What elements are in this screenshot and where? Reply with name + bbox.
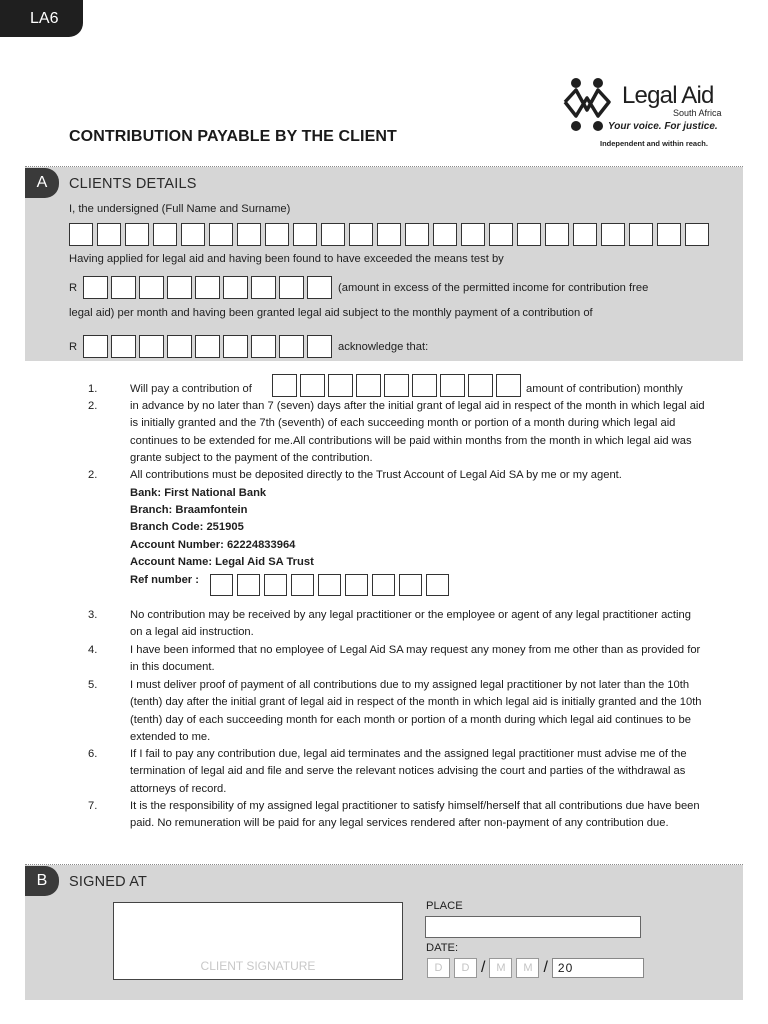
item-1-trail: amount of contribution) monthly (526, 383, 683, 395)
item-number: 2. (88, 400, 98, 412)
item-text: I must deliver proof of payment of all contributions due to my assigned legal practitioner by not later than the 10th (tenth) day after the initial grant of legal aid in respect of the month in which legal aid is initially granted and the 10th (tenth) day of each succeeding month for each month or portion of a month during which legal aid continues to be extended to me. (130, 679, 702, 743)
amount-digit-box[interactable] (384, 374, 409, 397)
item-number: 6. (88, 748, 98, 760)
excess-amount-boxes (83, 276, 335, 299)
amount-digit-box[interactable] (412, 374, 437, 397)
amount-digit-box[interactable] (307, 335, 332, 358)
place-label: PLACE (426, 900, 463, 912)
name-char-box[interactable] (657, 223, 681, 246)
item-text: No contribution may be received by any legal practitioner or the employee or agent of any legal practitioner acting on a legal aid instruction. (130, 609, 691, 639)
ref-char-box[interactable] (345, 574, 368, 596)
item-number: 1. (88, 383, 98, 395)
name-char-box[interactable] (517, 223, 541, 246)
amount-digit-box[interactable] (167, 276, 192, 299)
ref-char-box[interactable] (264, 574, 287, 596)
bank-branch: Branch: Braamfontein (130, 504, 248, 516)
signature-label: CLIENT SIGNATURE (200, 959, 316, 973)
name-char-box[interactable] (321, 223, 345, 246)
name-char-box[interactable] (97, 223, 121, 246)
name-char-box[interactable] (685, 223, 709, 246)
item-number: 5. (88, 679, 98, 691)
bank-branch-code: Branch Code: 251905 (130, 521, 244, 533)
bank-account-number: Account Number: 62224833964 (130, 539, 296, 551)
name-char-box[interactable] (153, 223, 177, 246)
date-month-cell[interactable]: M (516, 958, 539, 978)
name-char-box[interactable] (237, 223, 261, 246)
per-month-text: legal aid) per month and having been granted legal aid subject to the monthly payment of a contribution of (69, 307, 593, 319)
amount-digit-box[interactable] (167, 335, 192, 358)
name-char-box[interactable] (69, 223, 93, 246)
name-char-box[interactable] (265, 223, 289, 246)
currency-label: R (69, 282, 78, 294)
ref-char-box[interactable] (399, 574, 422, 596)
amount-digit-box[interactable] (195, 335, 220, 358)
section-a-title: CLIENTS DETAILS (69, 176, 197, 192)
amount-digit-box[interactable] (223, 276, 248, 299)
ref-char-box[interactable] (318, 574, 341, 596)
item-text: I have been informed that no employee of Legal Aid SA may request any money from me other than as provided for in this document. (130, 644, 701, 674)
monthly-contribution-boxes (272, 374, 524, 397)
ref-char-box[interactable] (237, 574, 260, 596)
name-char-box[interactable] (377, 223, 401, 246)
amount-digit-box[interactable] (195, 276, 220, 299)
amount-digit-box[interactable] (279, 276, 304, 299)
item-number: 7. (88, 800, 98, 812)
name-char-box[interactable] (433, 223, 457, 246)
means-test-text: Having applied for legal aid and having been found to have exceeded the means test by (69, 253, 504, 265)
date-day-cell[interactable]: D (427, 958, 450, 978)
place-input[interactable] (425, 916, 641, 938)
amount-digit-box[interactable] (328, 374, 353, 397)
item-number: 4. (88, 644, 98, 656)
section-b-title: SIGNED AT (69, 874, 148, 890)
bank-name: Bank: First National Bank (130, 487, 267, 499)
amount-digit-box[interactable] (111, 335, 136, 358)
amount-digit-box[interactable] (139, 276, 164, 299)
date-year-field[interactable]: 20 (552, 958, 644, 978)
item-text: It is the responsibility of my assigned legal practitioner to satisfy himself/herself that all contributions due have been paid. No remuneration will be paid for any legal services rendered after non-payment of any contribution due. (130, 800, 700, 830)
contribution-amount-boxes (83, 335, 335, 358)
logo-tagline-2: Independent and within reach. (600, 139, 708, 148)
amount-digit-box[interactable] (468, 374, 493, 397)
name-char-box[interactable] (601, 223, 625, 246)
amount-digit-box[interactable] (300, 374, 325, 397)
date-separator: / (481, 959, 486, 976)
name-char-box[interactable] (573, 223, 597, 246)
section-b-badge: B (25, 866, 59, 896)
client-signature-box[interactable] (113, 902, 403, 980)
amount-digit-box[interactable] (139, 335, 164, 358)
item-1-lead: Will pay a contribution of (130, 383, 252, 395)
name-char-box[interactable] (629, 223, 653, 246)
legal-aid-logo (562, 76, 732, 154)
date-label: DATE: (426, 942, 459, 954)
amount-excess-text: (amount in excess of the permitted income for contribution free (338, 282, 649, 294)
section-a-badge: A (25, 168, 59, 198)
amount-digit-box[interactable] (111, 276, 136, 299)
name-char-box[interactable] (405, 223, 429, 246)
ref-char-box[interactable] (372, 574, 395, 596)
date-fields (427, 958, 644, 978)
full-name-boxes (69, 223, 713, 246)
ref-char-box[interactable] (210, 574, 233, 596)
item-number: 2. (88, 469, 98, 481)
bank-account-name: Account Name: Legal Aid SA Trust (130, 556, 314, 568)
ref-char-box[interactable] (291, 574, 314, 596)
ref-char-box[interactable] (426, 574, 449, 596)
amount-digit-box[interactable] (251, 276, 276, 299)
name-char-box[interactable] (293, 223, 317, 246)
amount-digit-box[interactable] (251, 335, 276, 358)
name-char-box[interactable] (125, 223, 149, 246)
item-text: in advance by no later than 7 (seven) days after the initial grant of legal aid in respect of the month in which legal aid is initially granted and the 7th (seventh) of each succeeding month or portion of a month during which legal aid continues to be extended for me.All contributions will be paid within months from the month in which legal aid was grante subject to the payment of the contribution. (130, 400, 705, 464)
name-char-box[interactable] (209, 223, 233, 246)
amount-digit-box[interactable] (307, 276, 332, 299)
amount-digit-box[interactable] (83, 335, 108, 358)
amount-digit-box[interactable] (83, 276, 108, 299)
amount-digit-box[interactable] (223, 335, 248, 358)
name-char-box[interactable] (489, 223, 513, 246)
currency-label-2: R (69, 341, 78, 353)
ref-number-boxes (210, 574, 453, 596)
form-code-tab: LA6 (0, 0, 83, 37)
item-text: If I fail to pay any contribution due, legal aid terminates and the assigned legal practitioner must advise me of the termination of legal aid and file and serve the relevant notices advising the court and parties of the withdrawal as attorneys of record. (130, 748, 687, 795)
ref-number-label: Ref number : (130, 574, 199, 586)
acknowledge-text: acknowledge that: (338, 341, 429, 353)
amount-digit-box[interactable] (272, 374, 297, 397)
page-title: CONTRIBUTION PAYABLE BY THE CLIENT (69, 128, 397, 145)
date-month-cell[interactable]: M (489, 958, 512, 978)
logo-subtitle: South Africa (673, 108, 722, 118)
item-number: 3. (88, 609, 98, 621)
date-separator: / (543, 959, 548, 976)
item-text: All contributions must be deposited directly to the Trust Account of Legal Aid SA by me or my agent. (130, 469, 622, 481)
undersigned-label: I, the undersigned (Full Name and Surname) (69, 203, 291, 215)
name-char-box[interactable] (349, 223, 373, 246)
name-char-box[interactable] (545, 223, 569, 246)
amount-digit-box[interactable] (356, 374, 381, 397)
date-day-cell[interactable]: D (454, 958, 477, 978)
logo-brand: Legal Aid (622, 82, 714, 109)
amount-digit-box[interactable] (440, 374, 465, 397)
name-char-box[interactable] (181, 223, 205, 246)
logo-tagline: Your voice. For justice. (608, 121, 718, 132)
name-char-box[interactable] (461, 223, 485, 246)
amount-digit-box[interactable] (279, 335, 304, 358)
amount-digit-box[interactable] (496, 374, 521, 397)
